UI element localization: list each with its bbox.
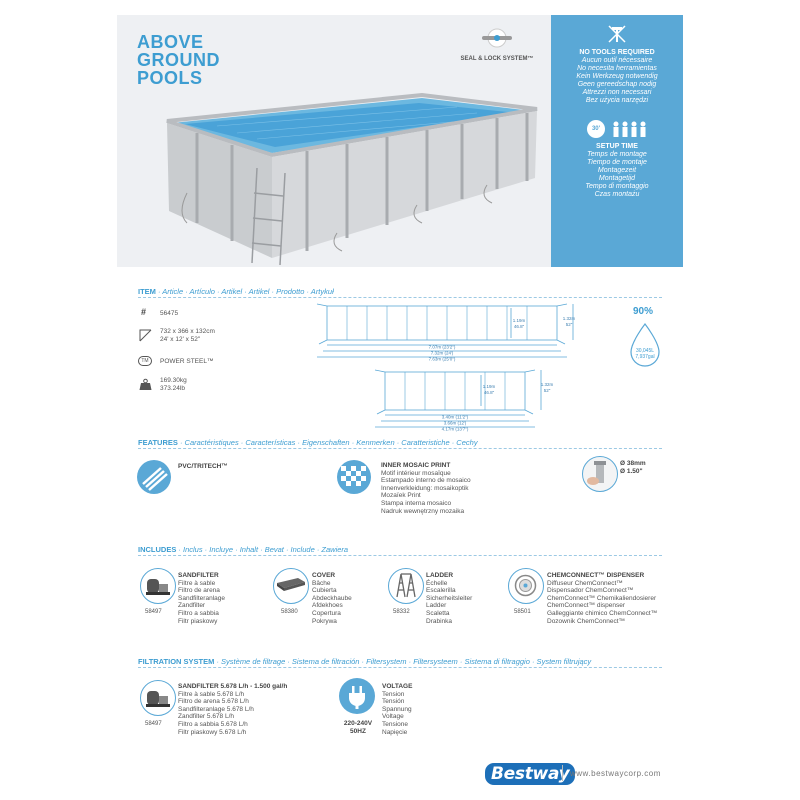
pool-image	[157, 93, 557, 267]
filtration-line: Filtr piaskowy 5.678 L/h	[178, 728, 247, 736]
cover-text	[312, 572, 352, 625]
footer-url[interactable]: www.bestwaycorp.com	[570, 769, 661, 778]
cover-line: Pokrywa	[312, 617, 337, 625]
chem-line: Galleggiante chimico ChemConnect™	[547, 609, 658, 617]
no-tools-line: Aucun outil nécessaire	[581, 57, 653, 64]
bestway-logo: Bestway	[485, 763, 575, 785]
pvc-layers-icon	[137, 460, 171, 494]
weight-lb: 373.24lb	[160, 384, 185, 392]
pipe-diameter	[620, 460, 646, 475]
sandfilter-image	[140, 568, 176, 604]
pipe-icon	[583, 457, 616, 490]
ladder-text	[426, 572, 472, 625]
diagram-label: 4.17m (13'7")	[441, 426, 469, 432]
mosaic-line: Nadruk wewnętrzny mozaika	[381, 507, 465, 515]
mosaic-line: Innenverkleidung: mosaikoptik	[381, 484, 469, 492]
people-icon	[611, 120, 647, 138]
filtration-line: Sandfilteranlage 5.678 L/h	[178, 705, 254, 713]
setup-line: Tempo di montaggio	[585, 183, 649, 190]
filtration-sandfilter-text	[178, 683, 287, 736]
cover-line: Copertura	[312, 609, 341, 617]
mosaic-line: INNER MOSAIC PRINT	[381, 462, 451, 469]
ladder-line: Drabinka	[426, 617, 453, 625]
filtration-line: Filtro a sabbia 5.678 L/h	[178, 720, 248, 728]
sandfilter-line: Filtro a sabbia	[178, 609, 219, 617]
filtration-section-header	[138, 657, 591, 666]
setup-line: Montagetijd	[598, 175, 636, 182]
chem-line: ChemConnect™ dispenser	[547, 602, 626, 610]
cover-code: 58380	[281, 609, 298, 615]
hero-title-line: POOLS	[137, 68, 203, 88]
filtration-divider	[138, 667, 662, 668]
item-dimensions	[160, 328, 215, 343]
ladder-line: Ladder	[426, 602, 447, 610]
hash-icon: #	[141, 307, 147, 317]
seal-lock-label: SEAL & LOCK SYSTEM™	[460, 56, 534, 62]
mosaic-line: Stampa interna mosaico	[381, 499, 452, 507]
voltage-text	[382, 683, 412, 736]
hero-title-line: GROUND	[137, 50, 220, 70]
water-drop-icon	[628, 322, 662, 368]
dimensions-icon	[139, 329, 152, 342]
cover-image	[273, 568, 309, 604]
pipe-mm: Ø 38mm	[620, 460, 646, 467]
sandfilter-line: Filtre à sable	[178, 579, 216, 587]
voltage-spec-v: 220-240V	[343, 720, 373, 727]
sandfilter-line: Filtro de arena	[178, 587, 220, 595]
weight-icon	[139, 378, 152, 391]
sandfilter-icon	[141, 681, 174, 714]
pool-dimension-diagram	[315, 300, 585, 435]
diagram-label: 52"	[565, 322, 573, 327]
tm-icon: TM	[138, 356, 152, 366]
cover-icon	[274, 569, 307, 602]
mosaic-line: Mozaïek Print	[381, 492, 421, 500]
hero-title-line: ABOVE	[137, 32, 204, 52]
seal-lock-badge	[447, 27, 547, 62]
item-header-bold: ITEM	[138, 287, 156, 296]
setup-line: Czas montażu	[594, 191, 640, 198]
pvc-label: PVC/TRITECH™	[178, 463, 228, 470]
voltage-line: Spannung	[382, 705, 412, 713]
chem-line: CHEMCONNECT™ DISPENSER	[547, 572, 645, 579]
features-divider	[138, 448, 662, 449]
no-tools-line: No necesita herramientas	[577, 65, 657, 72]
features-header-bold: FEATURES	[138, 438, 178, 447]
includes-header-rest: · Inclus · Incluye · Inhalt · Bevat · Include · Zawiera	[176, 545, 349, 554]
diagram-label: 52"	[543, 388, 551, 393]
mosaic-line: Estampado interno de mosaico	[381, 477, 471, 485]
chem-dispenser-icon	[509, 569, 542, 602]
voltage-spec	[340, 720, 376, 735]
filtration-sandfilter-code: 58497	[145, 721, 162, 727]
no-tools-line: Bez użycia narzędzi	[585, 97, 649, 104]
fill-percent: 90%	[633, 306, 654, 317]
ladder-line: Sicherheitsleiter	[426, 594, 473, 602]
item-header-rest: · Article · Artículo · Artikel · Artikel · Prodotto · Artykuł	[155, 287, 334, 296]
ladder-line: Scaletta	[426, 609, 450, 617]
setup-heading: SETUP TIME	[596, 143, 638, 150]
ladder-icon	[389, 569, 422, 602]
filtration-line: Zandfilter 5.678 L/h	[178, 713, 235, 721]
seal-lock-icon	[472, 27, 522, 49]
diagram-label: 7.63m (25'0")	[428, 356, 456, 362]
diagram-label: 3.66m (12')	[443, 420, 467, 426]
filtration-header-bold: FILTRATION SYSTEM	[138, 657, 215, 666]
hero-title	[137, 33, 277, 87]
diagram-label: 3.40m (11'2")	[441, 414, 469, 420]
cover-line: Cubierta	[312, 587, 337, 595]
sandfilter-line: Zandfilter	[178, 602, 206, 610]
ladder-line: Échelle	[426, 579, 448, 587]
sandfilter-text	[178, 572, 225, 625]
dims-metric: 732 x 366 x 132cm	[160, 328, 215, 335]
features-header-rest: · Caractéristiques · Características · Eigenschaften · Kenmerken · Caratteristiche · Cechy	[177, 438, 478, 447]
cover-line: Abdeckhaube	[312, 594, 352, 602]
item-weight	[160, 377, 187, 392]
voltage-line: Voltage	[382, 713, 404, 721]
voltage-line: Napięcie	[382, 728, 408, 736]
chem-line: Diffuseur ChemConnect™	[547, 579, 623, 587]
no-tools-line: Geen gereedschap nodig	[577, 81, 657, 88]
capacity-liters: 30,045L	[635, 348, 655, 354]
chem-line: Dispensador ChemConnect™	[547, 587, 634, 595]
setup-line: Temps de montage	[587, 151, 647, 158]
no-tools-heading: NO TOOLS REQUIRED	[579, 49, 655, 56]
filtration-line: SANDFILTER 5.678 L/h - 1.500 gal/h	[178, 683, 288, 690]
dims-imperial: 24' x 12' x 52"	[160, 335, 201, 343]
capacity	[633, 348, 657, 360]
diagram-label: 1.32m	[540, 382, 554, 387]
voltage-image	[339, 678, 375, 714]
ladder-line: LADDER	[426, 572, 454, 579]
sandfilter-code: 58497	[145, 609, 162, 615]
diagram-label: 1.32m	[562, 316, 576, 321]
diagram-label: 46.8"	[513, 324, 525, 329]
voltage-spec-hz: 50HZ	[350, 727, 366, 735]
item-divider	[138, 297, 662, 298]
pipe-feature-image	[582, 456, 618, 492]
chemconnect-code: 58501	[514, 609, 531, 615]
voltage-line: Tensión	[382, 698, 405, 706]
ladder-line: Escalerilla	[426, 587, 456, 595]
item-frame: POWER STEEL™	[160, 358, 214, 365]
setup-line: Tiempo de montaje	[587, 159, 647, 166]
power-plug-icon	[339, 678, 375, 714]
voltage-line: Tension	[382, 690, 405, 698]
cover-line: COVER	[312, 572, 336, 579]
sandfilter-line: SANDFILTER	[178, 572, 219, 579]
ladder-image	[388, 568, 424, 604]
filtration-line: Filtro de arena 5.678 L/h	[178, 698, 249, 706]
hero-banner	[117, 15, 683, 267]
filtration-header-rest: · Système de filtrage · Sistema de filtración · Filtersystem · Filtersysteem · Sistema di filtraggio · System filtrujący	[214, 657, 592, 666]
setup-time-badge: 30'	[587, 120, 605, 138]
sandfilter-line: Filtr piaskowy	[178, 617, 218, 625]
chemconnect-image	[508, 568, 544, 604]
no-tools-icon	[606, 23, 628, 45]
filtration-sandfilter-image	[140, 680, 176, 716]
diagram-label: 7.07m (23'2")	[428, 344, 456, 350]
chemconnect-text	[547, 572, 657, 625]
pvc-feature-image	[137, 460, 171, 494]
hero-side-panel	[551, 15, 683, 267]
diagram-label: 46.8"	[483, 390, 495, 395]
cover-line: Afdekhoes	[312, 602, 343, 610]
sandfilter-icon	[141, 569, 174, 602]
chem-line: ChemConnect™ Chemikaliendosierer	[547, 594, 657, 602]
ladder-code: 58332	[393, 609, 410, 615]
item-section-header	[138, 287, 334, 296]
voltage-line: Tensione	[382, 720, 409, 728]
chem-line: Dozownik ChemConnect™	[547, 617, 626, 625]
capacity-gallons: 7,937gal	[635, 354, 655, 360]
no-tools-line: Attrezzi non necessari	[582, 89, 652, 96]
includes-divider	[138, 555, 662, 556]
setup-line: Montagezeit	[597, 167, 637, 174]
mosaic-text	[381, 462, 471, 515]
pipe-inch: Ø 1.50"	[620, 467, 643, 475]
no-tools-line: Kein Werkzeug notwendig	[576, 73, 658, 80]
features-section-header	[138, 438, 478, 447]
mosaic-feature-image	[337, 460, 371, 494]
footer-separator	[562, 765, 563, 781]
weight-kg: 169.30kg	[160, 377, 187, 384]
cover-line: Bâche	[312, 579, 331, 587]
diagram-label: 1.19m	[482, 384, 496, 389]
includes-header-bold: INCLUDES	[138, 545, 177, 554]
diagram-label: 1.19m	[512, 318, 526, 323]
setup-icons	[551, 119, 683, 139]
diagram-label: 7.32m (24')	[430, 350, 454, 356]
mosaic-pattern-icon	[337, 460, 371, 494]
sandfilter-line: Sandfilteranlage	[178, 594, 225, 602]
voltage-line: VOLTAGE	[382, 683, 413, 690]
mosaic-line: Motif intérieur mosaïque	[381, 469, 451, 477]
item-number: 56475	[160, 310, 179, 317]
filtration-line: Filtre à sable 5.678 L/h	[178, 690, 245, 698]
includes-section-header	[138, 545, 348, 554]
